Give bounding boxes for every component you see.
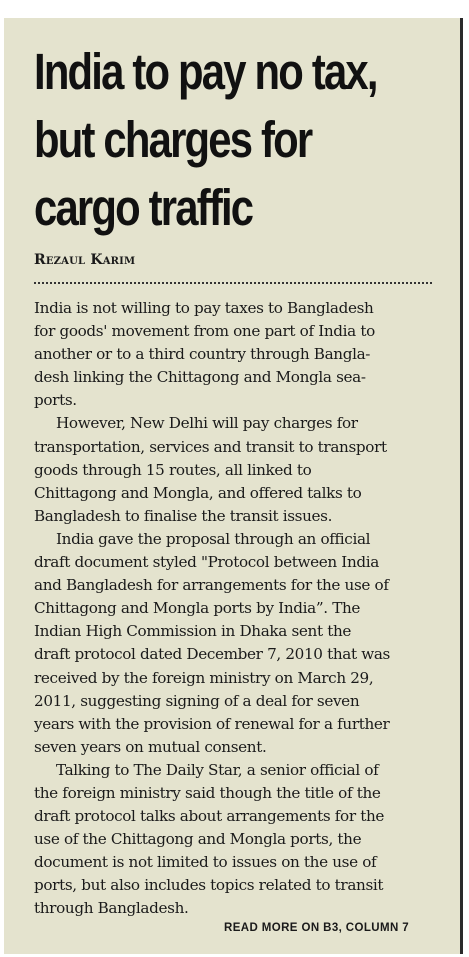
body-line: Bangladesh to finalise the transit issues. — [34, 506, 333, 525]
page-top-margin — [0, 0, 469, 18]
body-line: seven years on mutual consent. — [34, 737, 267, 756]
paragraph — [34, 297, 434, 412]
body-line: desh linking the Chittagong and Mongla sea- — [34, 368, 366, 387]
body-line: Chittagong and Mongla, and offered talks to — [34, 483, 362, 502]
body-line: the foreign ministry said though the title of the — [34, 783, 381, 802]
body-line: years with the provision of renewal for a further — [34, 714, 390, 733]
body-line: ports. — [34, 391, 77, 410]
body-line: draft protocol dated December 7, 2010 that was — [34, 645, 390, 664]
body-line: through Bangladesh. — [34, 899, 189, 918]
body-line: However, New Delhi will pay charges for — [56, 414, 358, 433]
paragraph — [34, 412, 434, 527]
body-line: Chittagong and Mongla ports by India”. The — [34, 599, 361, 618]
body-line: received by the foreign ministry on March 29, — [34, 668, 374, 687]
body-line: for goods' movement from one part of India to — [34, 322, 375, 341]
body-line: 2011, suggesting signing of a deal for seven — [34, 691, 360, 710]
body-line: ports, but also includes topics related to transit — [34, 876, 384, 895]
body-line: use of the Chittagong and Mongla ports, the — [34, 830, 362, 849]
body-line: and Bangladesh for arrangements for the use of — [34, 576, 389, 595]
body-line: draft document styled "Protocol between India — [34, 553, 379, 572]
body-line: Indian High Commission in Dhaka sent the — [34, 622, 352, 641]
body-line: another or to a third country through Bangla- — [34, 345, 371, 364]
body-line: transportation, services and transit to transport — [34, 437, 387, 456]
headline-line: India to pay no tax, — [34, 43, 377, 100]
headline-line: cargo traffic — [34, 179, 253, 236]
byline: Rezaul Karim — [34, 252, 136, 268]
paragraph — [34, 759, 434, 921]
body-line: Talking to The Daily Star, a senior official of — [56, 760, 379, 779]
body-line: draft protocol talks about arrangements for the — [34, 807, 385, 826]
headline — [34, 38, 460, 242]
headline-line: but charges for — [34, 111, 312, 168]
body-line: document is not limited to issues on the use of — [34, 853, 377, 872]
paragraph — [34, 528, 434, 759]
article-body — [34, 297, 434, 921]
body-line: India is not willing to pay taxes to Bangladesh — [34, 299, 374, 317]
body-line: India gave the proposal through an official — [56, 529, 371, 548]
read-more-link[interactable]: READ MORE ON B3, COLUMN 7 — [224, 922, 410, 934]
body-line: goods through 15 routes, all linked to — [34, 460, 312, 479]
dotted-rule — [34, 282, 432, 284]
